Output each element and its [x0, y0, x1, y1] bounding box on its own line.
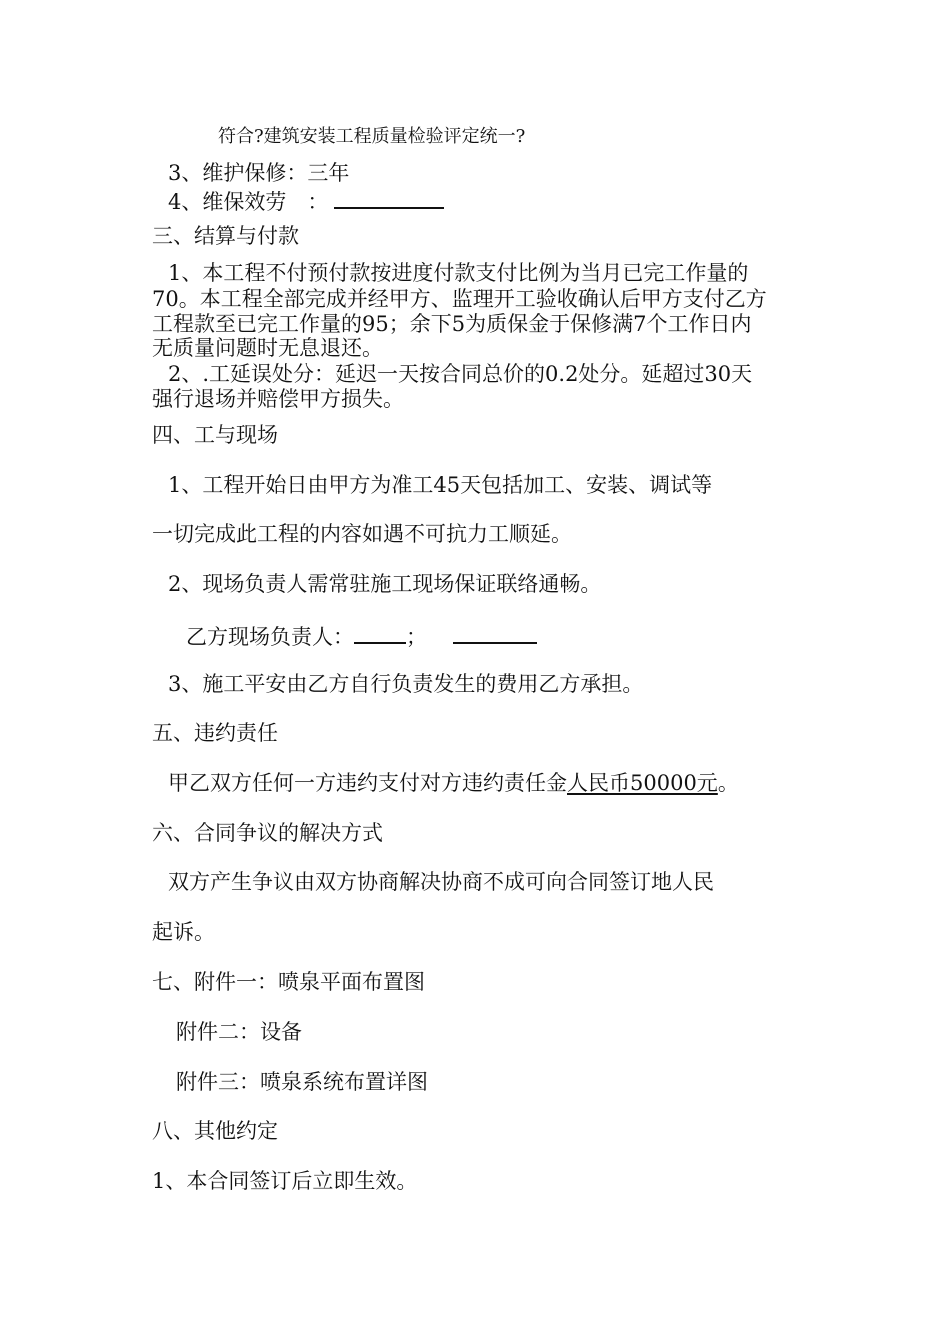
warranty-service-label: 4、维保效劳 ：	[168, 190, 329, 214]
section4-p1-line1: 1、工程开始日由甲方为准工45天包括加工、安装、调试等	[168, 473, 713, 497]
site-manager-label: 乙方现场负责人：	[186, 625, 354, 649]
attachment-2: 附件二：设备	[176, 1020, 302, 1044]
section5-heading: 五、违约责任	[152, 721, 278, 745]
section8-p1: 1、本合同签订后立即生效。	[152, 1169, 418, 1193]
site-manager-name-blank	[354, 624, 406, 644]
site-manager-phone-blank	[453, 624, 537, 644]
section4-heading: 四、工与现场	[152, 423, 278, 447]
quality-standard-line: 符合?建筑安装工程质量检验评定统一?	[218, 126, 526, 147]
section6-line2: 起诉。	[152, 920, 215, 944]
penalty-text: 甲乙双方任何一方违约支付对方违约责任金	[168, 771, 567, 795]
section4-p2: 2、现场负责人需常驻施工现场保证联络通畅。	[168, 572, 602, 596]
section3-p1-line2: 70。本工程全部完成并经甲方、监理开工验收确认后甲方支付乙方	[152, 287, 767, 311]
section6-line1: 双方产生争议由双方协商解决协商不成可向合同签订地人民	[168, 870, 714, 894]
section3-p2-line1: 2、.工延误处分：延迟一天按合同总价的0.2处分。延超过30天	[168, 362, 753, 386]
section3-p1-line4: 无质量问题时无息退还。	[152, 336, 383, 360]
warranty-service-line	[168, 189, 444, 213]
section5-body	[168, 773, 739, 794]
warranty-service-blank	[334, 189, 444, 209]
section3-p1-line3: 工程款至已完工作量的95；余下5为质保金于保修满7个工作日内	[152, 312, 752, 336]
attachment-3: 附件三：喷泉系统布置详图	[176, 1070, 428, 1094]
penalty-period: 。	[717, 771, 739, 795]
site-manager-separator: ；	[406, 625, 427, 649]
section3-heading: 三、结算与付款	[152, 224, 299, 248]
section7-heading: 七、附件一：喷泉平面布置图	[152, 970, 425, 994]
section3-p1-line1: 1、本工程不付预付款按进度付款支付比例为当月已完工作量的	[168, 261, 749, 285]
section8-heading: 八、其他约定	[152, 1119, 278, 1143]
section3-p2-line2: 强行退场并赔偿甲方损失。	[152, 387, 404, 411]
site-manager-line	[186, 624, 537, 648]
warranty-period-line: 3、维护保修：三年	[168, 161, 350, 185]
section4-p3: 3、施工平安由乙方自行负责发生的费用乙方承担。	[168, 672, 644, 696]
section4-p1-line2: 一切完成此工程的内容如遇不可抗力工顺延。	[152, 522, 572, 546]
section6-heading: 六、合同争议的解决方式	[152, 821, 383, 845]
penalty-amount: 人民币50000元	[567, 771, 718, 795]
